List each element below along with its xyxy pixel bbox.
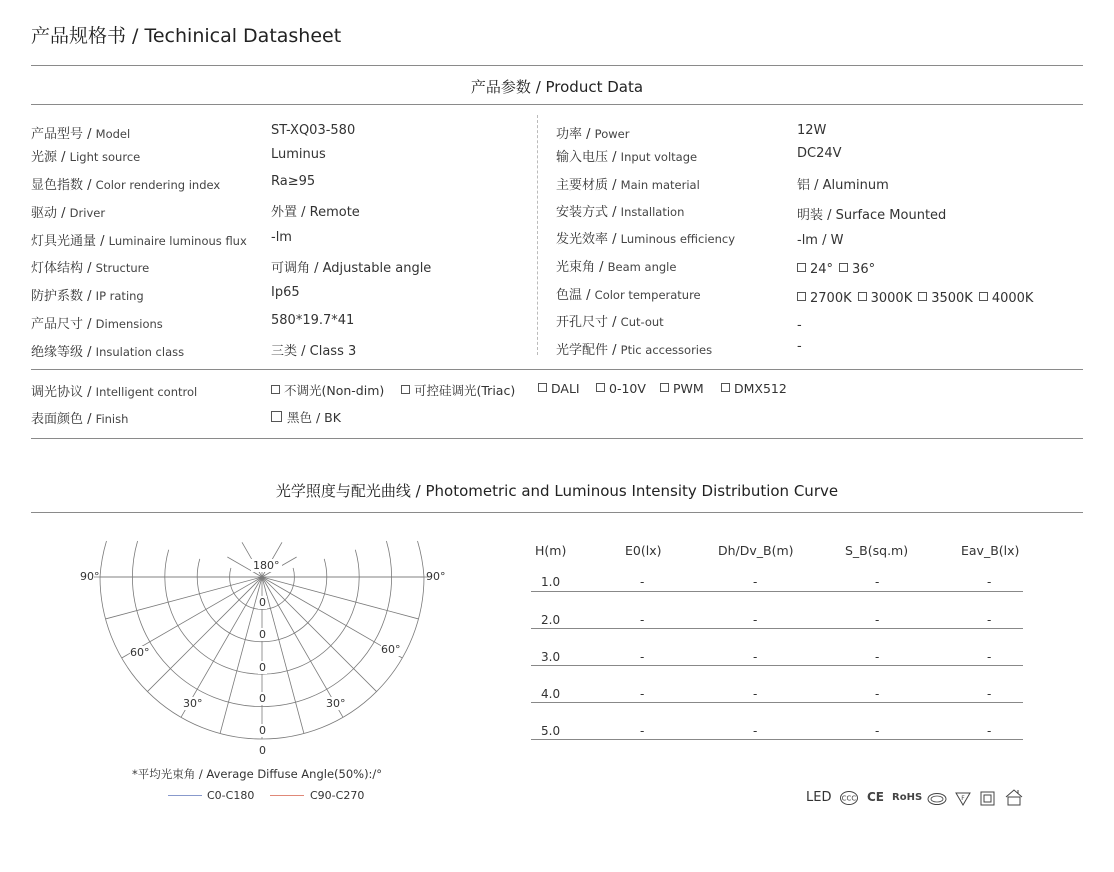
spec-label: 产品型号 / Model: [31, 127, 131, 142]
legend-line-c0: [168, 795, 202, 796]
spec-label-cn: 功率: [556, 127, 583, 142]
table-cell: -: [753, 575, 758, 589]
spec-label-en: Insulation class: [95, 345, 185, 359]
spec-label-en: Input voltage: [620, 150, 698, 164]
spec-value-text: -lm: [271, 230, 292, 245]
svg-text:CCC: CCC: [841, 794, 857, 803]
spec-label: 灯体结构 / Structure: [31, 261, 150, 276]
control-option-label: 0-10V: [609, 381, 646, 396]
spec-label-cn: 色温: [556, 288, 583, 303]
control-option[interactable]: [538, 381, 580, 396]
spec-value: [797, 233, 843, 248]
spec-option: 4000K: [991, 291, 1034, 306]
spec-value: [271, 340, 356, 359]
table-cell: 4.0: [541, 687, 561, 701]
spec-label: 防护系数 / IP rating: [31, 289, 144, 304]
spec-label: 产品尺寸 / Dimensions: [31, 317, 163, 332]
spec-label: 驱动 / Driver: [31, 206, 106, 221]
table-cell: -: [640, 650, 645, 664]
table-header: S_B(sq.m): [845, 543, 909, 558]
spec-label-cn: 输入电压: [556, 150, 609, 165]
checkbox-icon[interactable]: [839, 263, 848, 272]
polar-caption: *平均光束角 / Average Diffuse Angle(50%):/°: [132, 767, 383, 781]
spec-label: 开孔尺寸 / Cut-out: [556, 315, 664, 330]
spec-value-text: ST-XQ03-580: [271, 123, 356, 138]
polar-label-left-30: 30°: [183, 697, 203, 710]
checkbox-icon: [538, 383, 547, 392]
control-option-label: PWM: [673, 381, 704, 396]
spec-value-text: DC24V: [797, 146, 842, 161]
finish-option[interactable]: 黑色 / BK: [271, 408, 341, 426]
spec-value: [271, 201, 360, 220]
spec-value-text: 明装 / Surface Mounted: [797, 208, 947, 223]
page-title: 产品规格书 / Techinical Datasheet: [31, 25, 342, 47]
spec-label-cn: 开孔尺寸: [556, 315, 609, 330]
spec-value: [797, 339, 802, 354]
checkbox-icon: [596, 383, 605, 392]
spec-value-text: 可调角 / Adjustable angle: [271, 261, 432, 276]
spec-label-en: Cut-out: [620, 315, 664, 329]
table-cell: -: [753, 650, 758, 664]
spec-label-en: Ptic accessories: [620, 343, 713, 357]
spec-value-text: -: [797, 318, 802, 333]
checkbox-icon: [401, 385, 410, 394]
spec-option: 2700K: [810, 291, 852, 306]
table-cell: -: [753, 687, 758, 701]
spec-label-en: Main material: [620, 178, 700, 192]
spec-label-en: Model: [95, 127, 131, 141]
spec-label-en: Color temperature: [594, 288, 701, 302]
checkbox-icon: [660, 383, 669, 392]
checkbox-icon: [721, 383, 730, 392]
spec-label: 安装方式 / Installation: [556, 205, 685, 220]
spec-label-cn: 灯具光通量: [31, 234, 97, 249]
spec-value-text: Ip65: [271, 285, 300, 300]
spec-value: [797, 262, 875, 277]
spec-label: 发光效率 / Luminous efficiency: [556, 232, 736, 247]
spec-label: 显色指数 / Color rendering index: [31, 178, 221, 193]
spec-label-cn: 显色指数: [31, 178, 84, 193]
spec-value-text: Ra≥95: [271, 174, 316, 189]
spec-value-text: 12W: [797, 123, 827, 138]
spec-label-cn: 光束角: [556, 260, 596, 275]
polar-label-left-60: 60°: [130, 646, 150, 659]
spec-value: [797, 146, 842, 161]
table-cell: -: [987, 687, 992, 701]
divider: [31, 369, 1083, 370]
table-cell: -: [640, 613, 645, 627]
spec-value-text: 三类 / Class 3: [271, 344, 357, 359]
legend-label-c0: C0-C180: [207, 789, 255, 802]
polar-label-right-60: 60°: [381, 643, 401, 656]
table-cell: -: [987, 724, 992, 738]
spec-label-en: Color rendering index: [95, 178, 221, 192]
polar-grid-line: [147, 577, 262, 692]
polar-grid-line: [293, 568, 294, 577]
spec-value: [271, 285, 300, 300]
table-cell: 5.0: [541, 724, 561, 738]
spec-label: 绝缘等级 / Insulation class: [31, 345, 185, 360]
spec-label: 功率 / Power: [556, 127, 630, 142]
led-mark: LED: [806, 790, 832, 805]
spec-value: [271, 174, 315, 189]
table-cell: -: [875, 613, 880, 627]
table-cell: -: [875, 687, 880, 701]
spec-option: 24°: [810, 262, 834, 277]
table-cell: -: [875, 650, 880, 664]
table-row-divider: [531, 665, 1023, 666]
column-divider: [537, 115, 538, 355]
ce-mark-icon: CE: [867, 790, 885, 804]
spec-value: [271, 257, 431, 276]
divider: [31, 438, 1083, 439]
spec-label-cn: 产品型号: [31, 127, 84, 142]
polar-grid-line: [197, 559, 200, 577]
spec-option: 36°: [852, 262, 876, 277]
control-label: 调光协议 / Intelligent control: [31, 385, 198, 400]
spec-value-text: -: [797, 339, 802, 354]
table-cell: -: [875, 724, 880, 738]
polar-label-180: 180°: [253, 559, 280, 572]
spec-value: [271, 230, 292, 245]
table-row-divider: [531, 628, 1023, 629]
table-cell: -: [640, 724, 645, 738]
polar-grid-line: [262, 577, 304, 733]
spec-label-en: Structure: [95, 261, 150, 275]
spec-value: [797, 291, 1033, 306]
spec-label: 灯具光通量 / Luminaire luminous flux: [31, 234, 247, 249]
house-icon: [1004, 788, 1024, 806]
spec-value-text: -lm / W: [797, 233, 844, 248]
spec-label-cn: 驱动: [31, 206, 58, 221]
polar-grid-line: [262, 577, 418, 619]
control-option-label: DMX512: [734, 381, 787, 396]
spec-value-text: 外置 / Remote: [271, 205, 360, 220]
checkbox-icon[interactable]: [797, 263, 806, 272]
spec-value-text: 铝 / Aluminum: [797, 178, 889, 193]
spec-label-cn: 灯体结构: [31, 261, 84, 276]
svg-text:F: F: [961, 795, 965, 802]
polar-grid-line: [262, 577, 377, 692]
table-row-divider: [531, 591, 1023, 592]
spec-value: [797, 174, 889, 193]
spec-label-en: Installation: [620, 205, 685, 219]
control-option[interactable]: [271, 381, 384, 399]
spec-label-cn: 光源: [31, 150, 58, 165]
control-option-label: 可控硅调光(Triac): [414, 383, 516, 398]
double-square-icon: [980, 791, 995, 806]
table-cell: -: [753, 724, 758, 738]
spec-label-cn: 产品尺寸: [31, 317, 84, 332]
table-cell: -: [640, 687, 645, 701]
table-cell: 3.0: [541, 650, 561, 664]
table-header: H(m): [535, 543, 567, 558]
control-option[interactable]: [721, 381, 787, 396]
polar-grid-line: [106, 577, 262, 619]
spec-label-en: IP rating: [95, 289, 144, 303]
table-cell: -: [753, 613, 758, 627]
spec-label: 光源 / Light source: [31, 150, 141, 165]
table-row-divider: [531, 702, 1023, 703]
polar-grid-line: [220, 577, 262, 733]
control-option[interactable]: [660, 381, 704, 396]
table-cell: 1.0: [541, 575, 561, 589]
spec-label-en: Power: [594, 127, 630, 141]
spec-label-cn: 发光效率: [556, 232, 609, 247]
product-data-heading: 产品参数 / Product Data: [470, 78, 644, 96]
control-option[interactable]: [401, 381, 515, 399]
spec-label-en: Luminous efficiency: [620, 232, 736, 246]
control-option[interactable]: [596, 381, 646, 396]
spec-label: 输入电压 / Input voltage: [556, 150, 698, 165]
spec-option: 3500K: [931, 291, 973, 306]
spec-value: [271, 147, 326, 162]
radial-label: 0: [259, 692, 266, 705]
radial-label: 0: [259, 628, 266, 641]
spec-label-cn: 绝缘等级: [31, 345, 84, 360]
spec-value-text: Luminus: [271, 147, 326, 162]
photometric-heading: 光学照度与配光曲线 / Photometric and Luminous Intensity Distribution Curve: [275, 482, 839, 500]
divider: [31, 65, 1083, 66]
table-cell: -: [987, 650, 992, 664]
radial-label: 0: [259, 744, 266, 757]
table-cell: -: [987, 613, 992, 627]
spec-label-cn: 光学配件: [556, 343, 609, 358]
spec-value: [797, 123, 826, 138]
spec-value: [797, 318, 802, 333]
table-row-divider: [531, 739, 1023, 740]
spec-option: 3000K: [870, 291, 913, 306]
spec-label-cn: 主要材质: [556, 178, 609, 193]
spec-value: [797, 204, 946, 223]
legend-label-c90: C90-C270: [310, 789, 365, 802]
checkbox-icon[interactable]: [858, 292, 867, 301]
spec-label: 色温 / Color temperature: [556, 288, 701, 303]
spec-label-en: Beam angle: [607, 260, 677, 274]
spec-label: 光束角 / Beam angle: [556, 260, 677, 275]
spec-label: 光学配件 / Ptic accessories: [556, 343, 713, 358]
polar-grid-line: [132, 541, 137, 577]
divider: [31, 104, 1083, 105]
legend-line-c90: [270, 795, 304, 796]
checkbox-icon: [271, 385, 280, 394]
table-cell: -: [875, 575, 880, 589]
polar-grid-line: [386, 541, 391, 577]
cqc-icon: [927, 792, 947, 806]
spec-value: [271, 123, 355, 138]
polar-grid-line: [165, 550, 169, 577]
spec-label-cn: 防护系数: [31, 289, 84, 304]
polar-label-right-90: 90°: [426, 570, 446, 583]
polar-grid-line: [230, 568, 231, 577]
control-option-label: 不调光(Non-dim): [284, 383, 385, 398]
finish-label: 表面颜色 / Finish: [31, 412, 129, 427]
spec-value-text: 580*19.7*41: [271, 313, 355, 328]
divider: [31, 512, 1083, 513]
ccc-icon: [839, 790, 859, 806]
spec-label-en: Dimensions: [95, 317, 163, 331]
spec-label-cn: 安装方式: [556, 205, 609, 220]
radial-label: 0: [259, 661, 266, 674]
spec-value: [271, 313, 354, 328]
polar-grid-line: [100, 541, 106, 577]
polar-grid-line: [418, 541, 424, 577]
table-header: Dh/Dv_B(m): [718, 543, 794, 558]
polar-label-left-90: 90°: [80, 570, 100, 583]
polar-label-right-30: 30°: [326, 697, 346, 710]
spec-label-en: Driver: [69, 206, 106, 220]
polar-grid-line: [355, 550, 359, 577]
triangle-f-icon: [955, 792, 971, 806]
table-header: Eav_B(lx): [961, 543, 1020, 558]
table-cell: 2.0: [541, 613, 561, 627]
polar-grid-line: [324, 559, 327, 577]
spec-label-en: Light source: [69, 150, 141, 164]
spec-label: 主要材质 / Main material: [556, 178, 700, 193]
table-header: E0(lx): [625, 543, 662, 558]
checkbox-icon: [271, 411, 282, 422]
rohs-icon: RoHS: [892, 792, 923, 803]
checkbox-icon[interactable]: [797, 292, 806, 301]
table-cell: -: [640, 575, 645, 589]
checkbox-icon[interactable]: [918, 292, 927, 301]
checkbox-icon[interactable]: [979, 292, 988, 301]
table-cell: -: [987, 575, 992, 589]
radial-label: 0: [259, 724, 266, 737]
control-option-label: DALI: [551, 381, 580, 396]
spec-label-en: Luminaire luminous flux: [108, 234, 247, 248]
radial-label: 0: [259, 596, 266, 609]
